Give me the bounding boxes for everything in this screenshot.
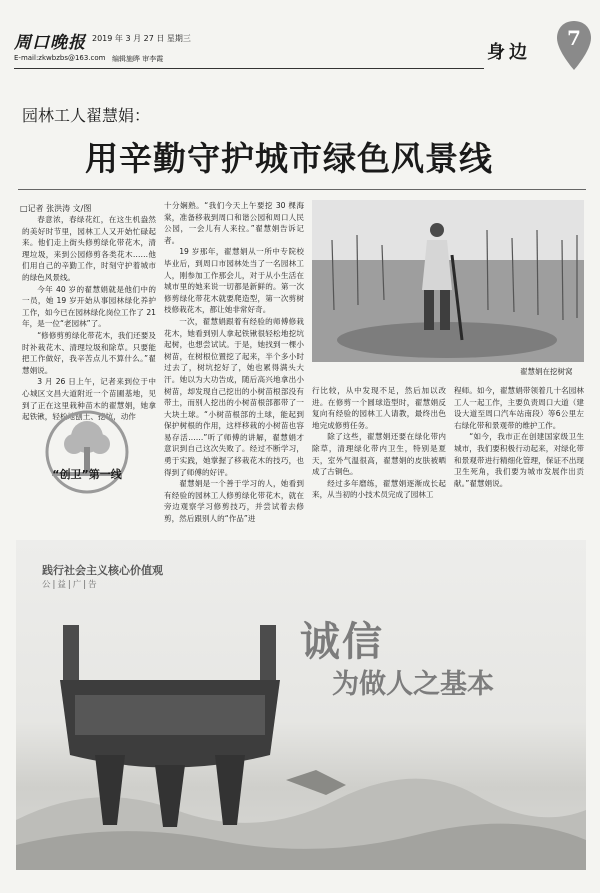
ad-subtitle: 为做人之基本	[332, 669, 494, 700]
header-rule	[14, 68, 484, 69]
paragraph: 今年 40 岁的翟慧娟就是他们中的一员，她 19 岁开始从事园林绿化养护工作，如今已在园林绿化岗位工作了 21 年，是一位“老园林”了。	[22, 284, 156, 329]
paragraph: 翟慧娟是一个善于学习的人，她看到有经验的园林工人修剪绿化带花木，就在旁边观察学习修剪技巧，并尝试着去修剪，然后跟别人的“作品”进	[164, 479, 304, 524]
paragraph: 程师。如今，翟慧娟带领着几十名园林工人一起工作，主要负责周口大道（建设大道至周口汽车站南段）等6公里左右绿化带和景观带的维护工作。	[454, 386, 584, 430]
chuangwei-badge-icon	[22, 402, 152, 520]
paragraph: 经过多年磨练，翟慧娟逐渐成长起来，从当初的小技术员完成了园林工	[312, 478, 446, 500]
ad-title: 诚信	[300, 619, 384, 665]
article-kicker: 园林工人翟慧娟：	[22, 106, 151, 125]
bronze-ding-icon	[55, 615, 285, 830]
paragraph: 除了这些，翟慧娟还要在绿化带内除草，清理绿化带内卫生，特别是夏天，室外气温很高，翟慧娟的皮肤被晒成了古铜色。	[312, 432, 446, 477]
byline: □记者 张洪涛 文/图	[20, 204, 92, 213]
paragraph: 3 月 26 日上午，记者来到位于中心城区文昌大道附近一个苗圃基地，见到了正在这里栽种苗木的翟慧娟，她拿起铁锹，轻松地刨土、挖坑，动作	[22, 377, 156, 422]
article-photo	[312, 200, 584, 362]
article-column-1	[22, 214, 156, 422]
ad-category: 公|益|广|告	[42, 580, 99, 590]
article-column-4	[454, 385, 584, 535]
paragraph: 春意浓，春绿花红，在这生机盎然的美好时节里，园林工人又开始忙碌起来。他们走上街头修剪绿化带花木，清理垃圾，来到公园修剪各类花木……他们用自己的辛勤工作，时刻守护着城市的绿色风景线。	[22, 215, 156, 282]
ad-slogan: 践行社会主义核心价值观	[42, 564, 163, 577]
page-number-badge	[556, 20, 592, 72]
article-headline: 用辛勤守护城市绿色风景线	[85, 139, 493, 178]
paragraph: “修修剪剪绿化带花木，我们还要及时补栽花木、清理垃圾和除草。只要能把工作做好，我辛苦点儿不算什么。”翟慧娟说。	[22, 330, 156, 375]
article-column-3	[312, 385, 446, 535]
paragraph: 行比较，从中发现不足，然后加以改进。在修剪一个圆球造型时，翟慧娟反复向有经验的园林工人请教，最终出色地完成修剪任务。	[312, 386, 446, 430]
contact-email: E-mail:zkwbzbs@163.com	[14, 54, 106, 62]
page-number: 7	[567, 26, 581, 50]
paragraph: 十分娴熟。“我们今天上午要挖 30 棵海棠，准备移栽到周口和谐公园和周口人民公园，一会儿有人来拉。”翟慧娟告诉记者。	[164, 201, 304, 245]
editor-credit: 编辑施晔 审李霞	[112, 55, 164, 63]
badge-label: “创卫”第一线	[52, 468, 122, 481]
paragraph: 19 岁那年，翟慧娟从一所中专院校毕业后，到周口市园林处当了一名园林工人，刚参加工作那会儿，对于从小生活在城市里的她来说一切都是新鲜的。第一次修剪绿化带花木就要爬造型，第一次剪树枝修栽花木，都让她非常好奇。	[164, 247, 304, 315]
photo-caption: 翟慧娟在挖树窝	[520, 367, 573, 376]
section-title: 身边	[487, 42, 531, 63]
masthead: 周口晚报	[14, 33, 86, 53]
paragraph: “如今，我市正在创建国家级卫生城市，我们要积极行动起来，对绿化带和景观带进行精细化管理，保证不出现卫生死角，我们要为城市发展作出贡献。”翟慧娟说。	[454, 432, 584, 488]
headline-rule	[18, 189, 586, 190]
issue-date: 2019 年 3 月 27 日 星期三	[92, 34, 191, 43]
paragraph: 一次，翟慧娟跟着有经验的师傅修栽花木，她看到别人拿起铁锹很轻松地挖坑起树，也想尝试试。于是，她找到一棵小树苗，在树根位置挖了起来，半个多小时过去了，树坑挖好了，她也累得满头大汗。她以为大功告成，随后高兴地拿出小树苗，却发现自己挖出的小树苗根部没有带土，而别人挖出的小树苗根部都带了一大块土球。“小树苗根部的土球，能起到保护树根的作用，这样移栽的小树苗也容易存活……”听了师傅的讲解，翟慧娟才意识到自己这次失败了。经过不断学习，勇于实践，她掌握了移栽花木的技巧，也得到了师傅的好评。	[164, 316, 304, 477]
